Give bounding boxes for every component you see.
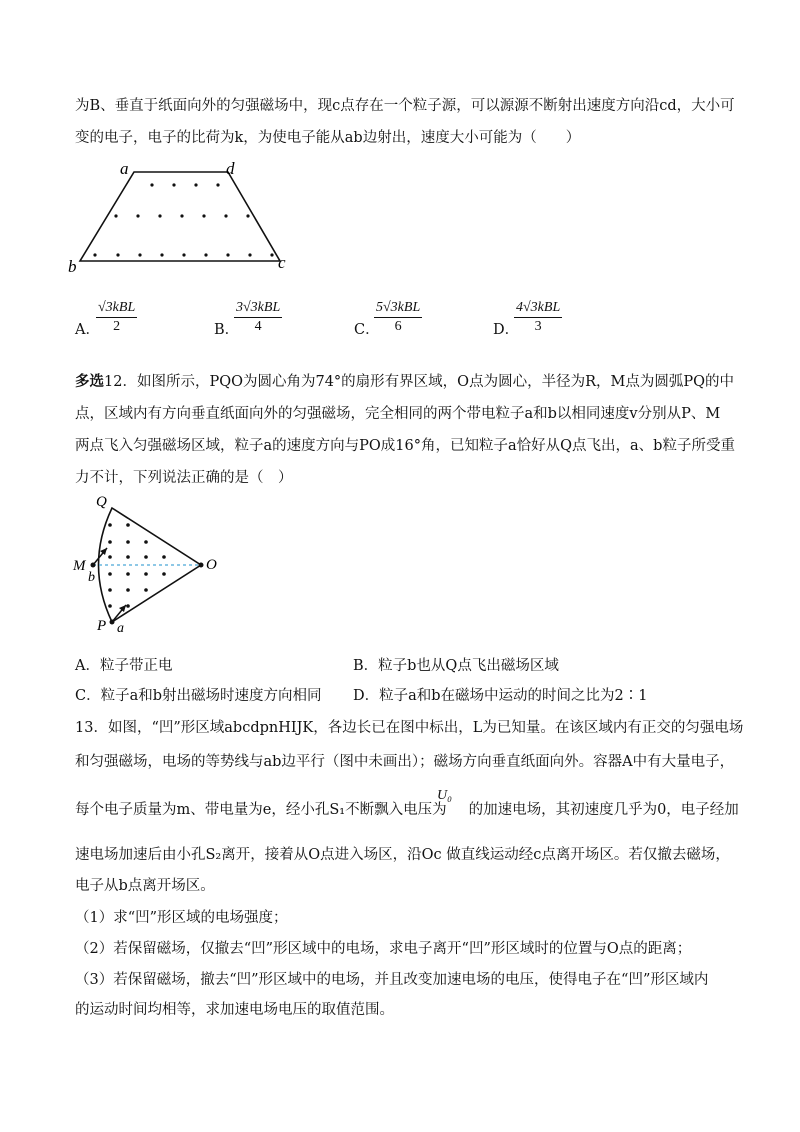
velocity-a-arrowhead (119, 605, 126, 612)
q12-line-4: 力不计，下列说法正确的是（ ） (75, 470, 293, 486)
label-m: M (73, 558, 86, 574)
q13-line-2: 和匀强磁场，电场的等势线与ab边平行（图中未画出）；磁场方向垂直纸面向外。容器A中有大量电子， (75, 754, 735, 770)
q13-u0-symbol: U₀ (437, 788, 452, 803)
q11-line-2: 变的电子，电子的比荷为k，为使电子能从ab边射出，速度大小可能为（ ） (75, 130, 581, 146)
q11-option-c-fraction: 5√3kBL 6 (376, 300, 421, 334)
q12-option-a: A．粒子带正电 (75, 658, 173, 674)
q13-line-5: 电子从b点离开场区。 (75, 878, 215, 894)
q13-sub-3a: （3）若保留磁场，撤去“凹”形区域中的电场，并且改变加速电场的电压，使得电子在“凹”形区域内 (75, 972, 709, 988)
label-b: b (68, 257, 77, 276)
label-a: a (117, 621, 124, 636)
q11-option-d-fraction: 4√3kBL 3 (516, 300, 561, 334)
q13-line-4: 速电场加速后由小孔S₂离开，接着从O点进入场区，沿Oc 做直线运动经c点离开场区。若仅撤去磁场， (75, 847, 730, 863)
q13-line-3b: 的加速电场，其初速度几乎为0，电子经加 (468, 802, 739, 818)
q12-option-d: D．粒子a和b在磁场中运动的时间之比为2∶1 (353, 688, 648, 704)
q12-line-3: 两点飞入匀强磁场区域，粒子a的速度方向与PO成16°角，已知粒子a恰好从Q点飞出，a、b粒子所受重 (75, 438, 735, 454)
q12-line-1 (75, 372, 734, 392)
q12-line-1-text: 12．如图所示，PQO为圆心角为74°的扇形有界区域，O点为圆心，半径为R，M点为圆弧PQ的中 (104, 374, 734, 390)
q12-option-b: B．粒子b也从Q点飞出磁场区域 (353, 658, 559, 674)
label-c: c (278, 253, 286, 272)
q13-sub-1: （1）求“凹”形区域的电场强度； (75, 910, 288, 926)
sector-figure (70, 490, 230, 640)
q12-multi-tag: 多选 (75, 373, 104, 390)
label-b: b (88, 570, 95, 585)
q11-option-b-fraction: 3√3kBL 4 (236, 300, 281, 334)
q13-line-3a: 每个电子质量为m、带电量为e，经小孔S₁不断飘入电压为 (75, 802, 447, 818)
label-q: Q (96, 494, 107, 510)
label-d: d (226, 159, 235, 178)
q11-option-a-fraction: √3kBL 2 (98, 300, 136, 334)
trapezoid-figure (70, 155, 300, 275)
label-p: P (97, 618, 107, 634)
label-a: a (120, 159, 129, 178)
q13-sub-2: （2）若保留磁场，仅撤去“凹”形区域中的电场，求电子离开“凹”形区域时的位置与O点的距离； (75, 941, 692, 957)
q13-line-3 (75, 800, 739, 820)
q12-line-2: 点，区域内有方向垂直纸面向外的匀强磁场，完全相同的两个带电粒子a和b以相同速度v分别从P、M (75, 406, 721, 422)
trapezoid-boundary (80, 172, 280, 261)
q11-line-1: 为B、垂直于纸面向外的匀强磁场中，现c点存在一个粒子源，可以源源不断射出速度方向沿cd，大小可 (75, 98, 735, 114)
point-o (199, 563, 204, 568)
q11-option-c-letter: C． (354, 322, 380, 338)
velocity-b-arrowhead (100, 548, 107, 555)
q11-option-a-letter: A． (75, 322, 100, 338)
q11-option-d-letter: D． (493, 322, 520, 338)
label-o: O (206, 557, 217, 573)
q11-option-b-letter: B． (214, 322, 240, 338)
q13-sub-3b: 的运动时间均相等，求加速电场电压的取值范围。 (75, 1002, 394, 1018)
q12-option-c: C．粒子a和b射出磁场时速度方向相同 (75, 688, 322, 704)
q13-line-1: 13．如图，“凹”形区域abcdpnHIJK，各边长已在图中标出，L为已知量。在该区域内有正交的匀强电场 (75, 720, 744, 736)
